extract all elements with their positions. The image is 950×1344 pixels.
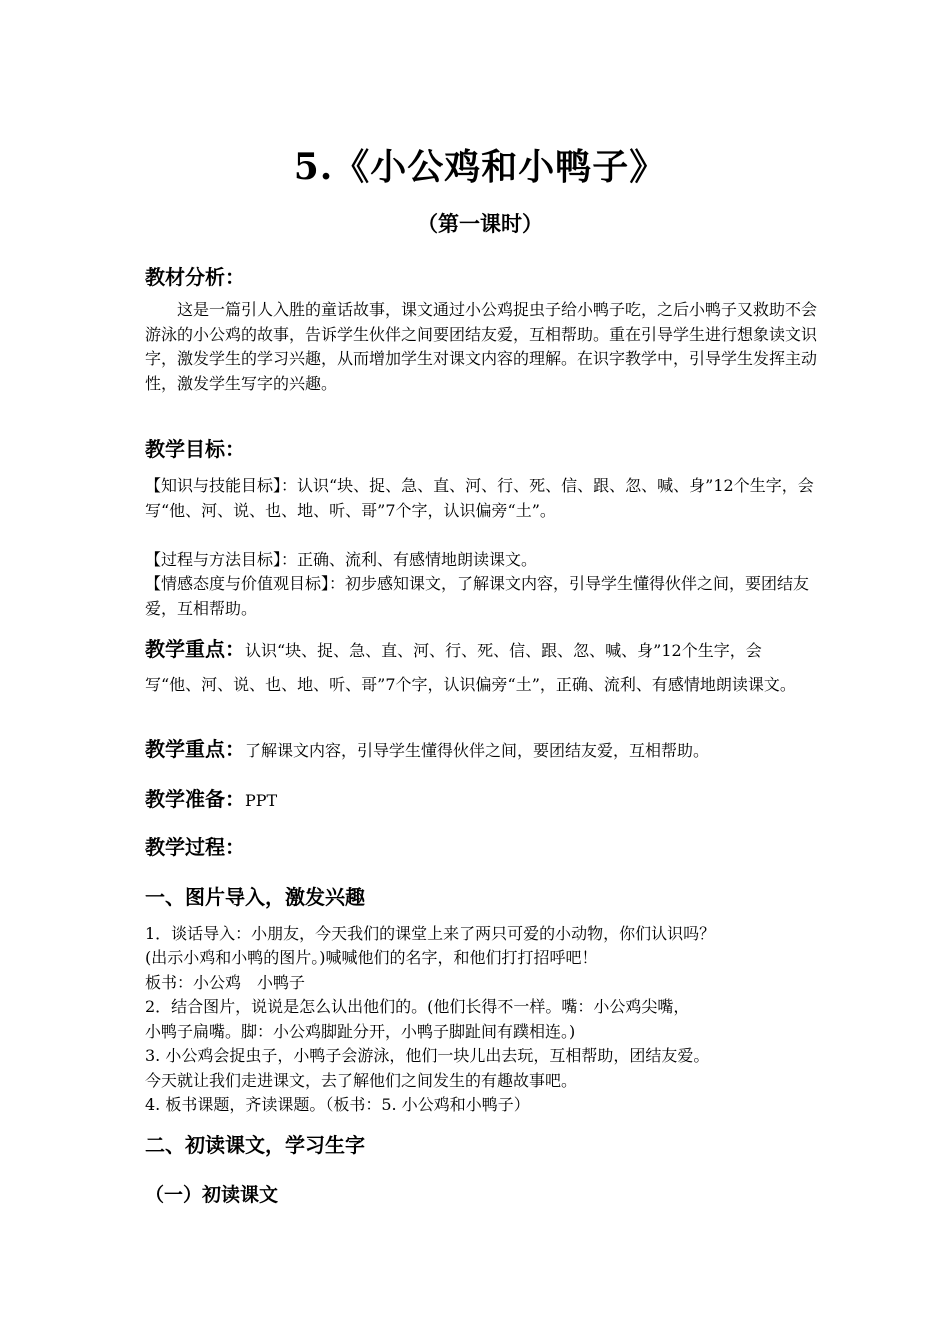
difficulty-label: 教学重点： — [145, 737, 245, 761]
key-point-block — [145, 632, 817, 702]
goals-heading: 教学目标： — [145, 437, 245, 461]
section1-line: 今天就让我们走进课文，去了解他们之间发生的有趣故事吧。 — [145, 1071, 578, 1090]
goal-knowledge: 【知识与技能目标】：认识“块、捉、急、直、河、行、死、信、跟、忽、喊、身”12个生字，会写“他、河、说、也、地、听、哥”7个字，认识偏旁“土”。 — [145, 476, 814, 520]
section1-line: (出示小鸡和小鸭的图片。)喊喊他们的名字，和他们打打招呼吧！ — [145, 948, 598, 967]
section2-sub1-heading: （一）初读课文 — [145, 1184, 279, 1206]
lesson-title: 5.《小公鸡和小鸭子》 — [293, 146, 667, 188]
analysis-text: 这是一篇引人入胜的童话故事，课文通过小公鸡捉虫子给小鸭子吃，之后小鸭子又救助不会游泳的小公鸡的故事，告诉学生伙伴之间要团结友爱，互相帮助。重在引导学生进行想象读文识字，激发学生的学习兴趣，从而增加学生对课文内容的理解。在识字教学中，引导学生发挥主动性，激发学生写字的兴趣。 — [145, 300, 818, 393]
goal-process: 【过程与方法目标】：正确、流利、有感情地朗读课文。 — [145, 550, 538, 569]
section1-line: 2．结合图片，说说是怎么认出他们的。(他们长得不一样。嘴：小公鸡尖嘴， — [145, 997, 690, 1016]
section1-line: 板书：小公鸡 小鸭子 — [145, 973, 306, 992]
preparation-block — [145, 782, 817, 818]
section1-line: 4. 板书课题，齐读课题。（板书：5. 小公鸡和小鸭子） — [145, 1095, 530, 1114]
analysis-heading: 教材分析： — [145, 265, 245, 289]
section1-line: 1．谈话导入：小朋友，今天我们的课堂上来了两只可爱的小动物，你们认识吗？ — [145, 924, 716, 943]
goal-emotion: 【情感态度与价值观目标】：初步感知课文，了解课文内容，引导学生懂得伙伴之间，要团结友爱，互相帮助。 — [145, 574, 810, 618]
difficulty-block — [145, 732, 817, 768]
section1-line: 3. 小公鸡会捉虫子，小鸭子会游泳，他们一块儿出去玩，互相帮助，团结友爱。 — [145, 1046, 710, 1065]
preparation-label: 教学准备： — [145, 787, 245, 811]
key-point-label: 教学重点： — [145, 637, 245, 661]
preparation-text: PPT — [245, 791, 278, 810]
section2-heading: 二、初读课文，学习生字 — [145, 1133, 365, 1157]
section1-heading: 一、图片导入，激发兴趣 — [145, 885, 365, 909]
lesson-subtitle: （第一课时） — [417, 211, 543, 236]
section1-line: 小鸭子扁嘴。脚：小公鸡脚趾分开，小鸭子脚趾间有蹼相连。) — [145, 1022, 576, 1041]
process-heading: 教学过程： — [145, 835, 245, 859]
key-point-text: 认识“块、捉、急、直、河、行、死、信、跟、忽、喊、身”12个生字，会写“他、河、说、也、地、听、哥”7个字，认识偏旁“土”，正确、流利、有感情地朗读课文。 — [145, 641, 796, 694]
difficulty-text: 了解课文内容，引导学生懂得伙伴之间，要团结友爱，互相帮助。 — [245, 741, 710, 760]
